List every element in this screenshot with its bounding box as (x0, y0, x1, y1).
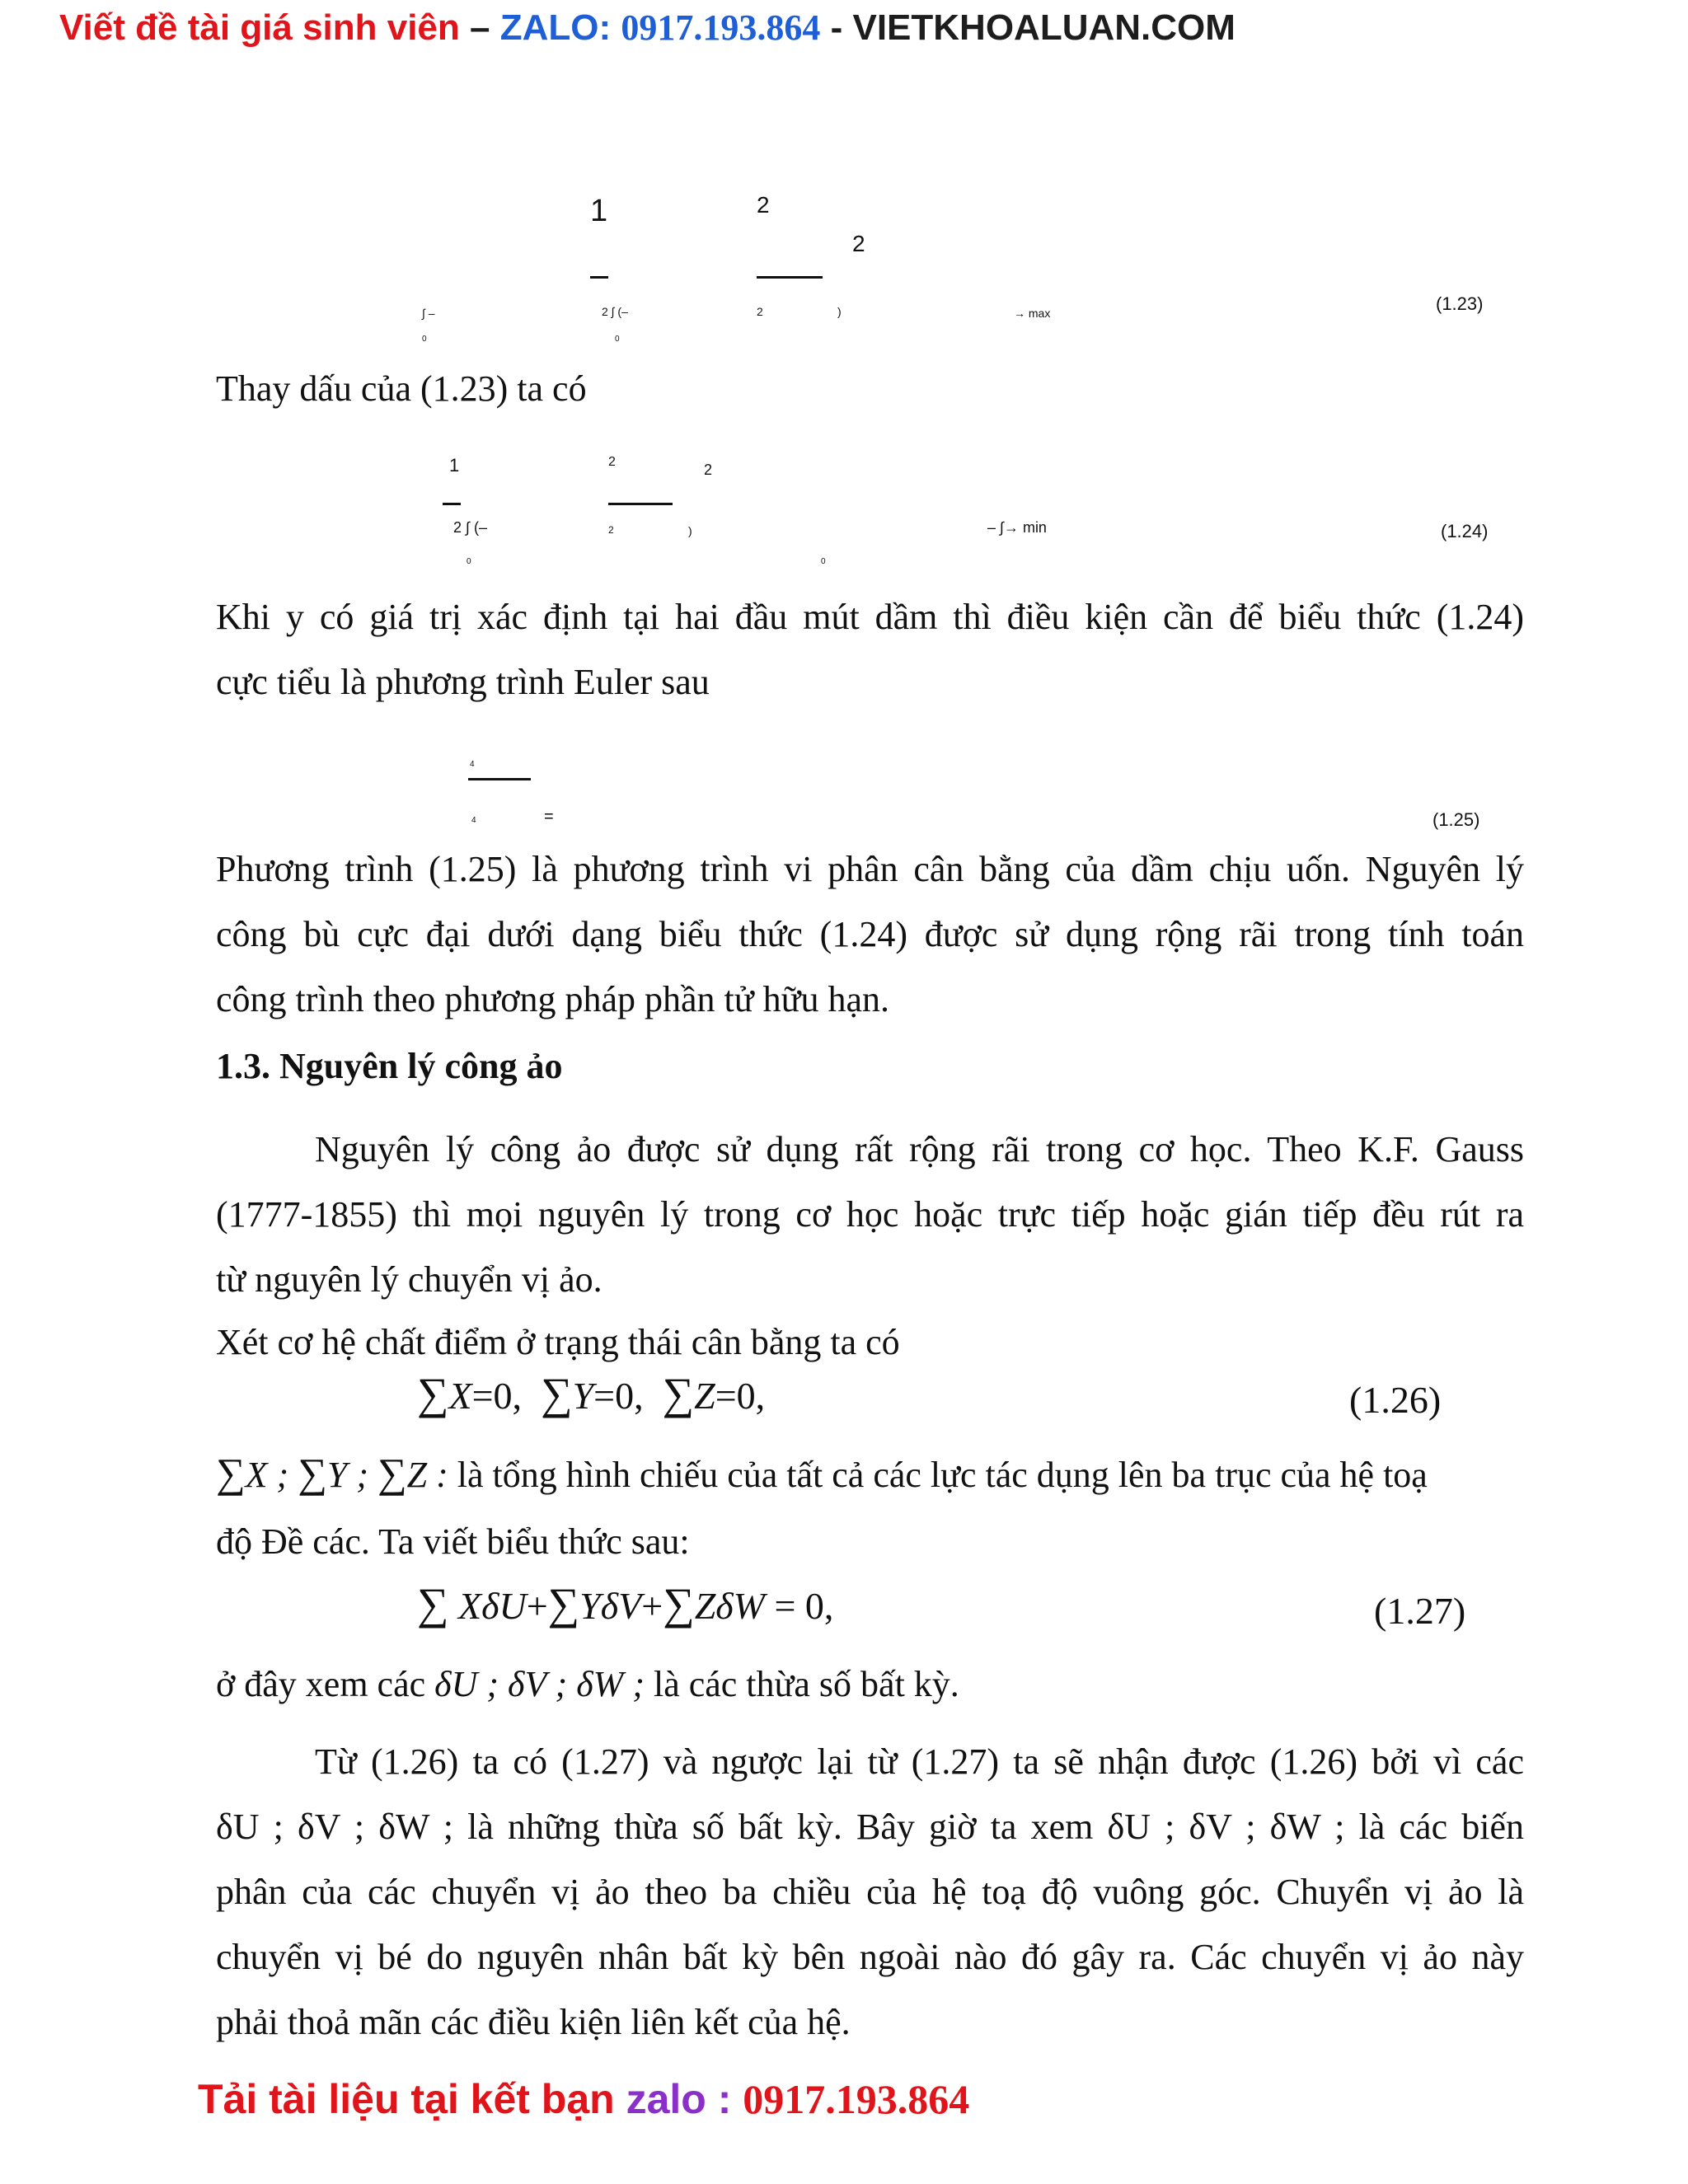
eq127-term: YδV (579, 1585, 642, 1627)
paragraph-line: Từ (1.26) ta có (1.27) và ngược lại từ (1.27) ta sẽ nhận được (1.26) bởi vì các (315, 1741, 1524, 1782)
eq123-fragment: ∫ – (422, 307, 435, 320)
header-site: VIETKHOALUAN.COM (852, 7, 1236, 48)
eq126-equals: =0, (593, 1375, 644, 1417)
eq123-fragment: ) (837, 305, 842, 318)
eq124-fragment: ) (688, 524, 692, 537)
eq124-fragment: – ∫→ min (987, 519, 1047, 536)
eq123-subscript: 0 (615, 335, 620, 344)
eq124-exponent: 2 (704, 462, 713, 478)
sum-term: X ; (245, 1455, 298, 1495)
eq124-frac1-bar (443, 503, 461, 505)
eq123-frac1-bar (590, 276, 608, 279)
header-separator: – (459, 7, 500, 48)
eq124-subscript: 0 (821, 557, 826, 566)
eq125-equals: = (544, 808, 554, 826)
paragraph-line: (1777-1855) thì mọi nguyên lý trong cơ học hoặc trực tiếp hoặc gián tiếp đều rút ra (216, 1194, 1524, 1235)
sigma-symbol: ∑ (417, 1579, 449, 1629)
header-separator-2: - (820, 7, 853, 48)
sigma-symbol: ∑ (417, 1369, 449, 1418)
eq126-equals: =0, (471, 1375, 523, 1417)
paragraph-text: là tổng hình chiếu của tất cả các lực tác dụng lên ba trục của hệ toạ (457, 1455, 1428, 1495)
eq123-fragment: 2 (757, 305, 763, 318)
eq127-number: (1.27) (1374, 1590, 1466, 1632)
eq125-frac-num: 4 (470, 760, 475, 769)
sigma-symbol: ∑ (663, 1579, 695, 1629)
eq123-subscript: 0 (422, 335, 427, 344)
paragraph-line: δU ; δV ; δW ; là những thừa số bất kỳ. Bây giờ ta xem δU ; δV ; δW ; là các biến (216, 1807, 1524, 1847)
header-zalo-number: 0917.193.864 (621, 7, 821, 48)
eq124-number: (1.24) (1441, 521, 1489, 541)
equation-1-26 (417, 1368, 765, 1419)
eq125-number: (1.25) (1432, 809, 1480, 830)
paragraph-line: công bù cực đại dưới dạng biểu thức (1.24) được sử dụng rộng rãi trong tính toán (216, 914, 1524, 954)
eq124-frac1-num: 1 (449, 455, 460, 476)
sum-term: Z : (406, 1455, 457, 1495)
eq125-frac-den: 4 (471, 816, 476, 825)
eq126-term: X (448, 1375, 472, 1417)
eq123-frac1-num: 1 (590, 194, 608, 228)
paragraph-line: phân của các chuyển vị ảo theo ba chiều của hệ toạ độ vuông góc. Chuyển vị ảo là (216, 1872, 1524, 1912)
eq126-term: Z (694, 1375, 715, 1417)
eq123-frac2-bar (757, 276, 823, 279)
paragraph-line: Khi y có giá trị xác định tại hai đầu mút dầm thì điều kiện cần để biểu thức (1.24) (216, 597, 1524, 637)
eq123-fragment: 2 ∫ (– (602, 305, 628, 318)
paragraph-line (216, 1652, 959, 1717)
paragraph-line: chuyển vị bé do nguyên nhân bất kỳ bên ngoài nào đó gây ra. Các chuyển vị ảo này (216, 1937, 1524, 1977)
paragraph-line: độ Đề các. Ta viết biểu thức sau: (216, 1521, 690, 1562)
eq126-number: (1.26) (1349, 1379, 1442, 1421)
paragraph-line: phải thoả mãn các điều kiện liên kết của hệ. (216, 2002, 851, 2042)
eq123-number: (1.23) (1436, 293, 1484, 314)
footer-banner (198, 2075, 969, 2123)
footer-text: Tải tài liệu tại kết bạn (198, 2076, 626, 2122)
eq124-frac2-num: 2 (608, 455, 616, 469)
sigma-symbol: ∑ (662, 1369, 695, 1418)
eq126-term: Y (572, 1375, 594, 1417)
eq127-equals: = 0, (764, 1585, 834, 1627)
paragraph-line: Nguyên lý công ảo được sử dụng rất rộng rãi trong cơ học. Theo K.F. Gauss (315, 1129, 1524, 1169)
sum-term: Y ; (326, 1455, 377, 1495)
header-zalo-label: ZALO: (499, 7, 621, 48)
paragraph-line: cực tiểu là phương trình Euler sau (216, 662, 710, 702)
eq124-fragment: 2 (608, 524, 614, 536)
sigma-symbol: ∑ (298, 1450, 327, 1496)
variable-list: δU ; δV ; δW ; (434, 1664, 654, 1704)
eq124-frac2-bar (608, 503, 673, 505)
sigma-symbol: ∑ (541, 1369, 573, 1418)
paragraph-line: công trình theo phương pháp phần tử hữu hạn. (216, 979, 890, 1019)
eq124-subscript: 0 (467, 557, 471, 566)
eq124-fragment: 2 ∫ (– (453, 519, 487, 536)
sigma-symbol: ∑ (377, 1450, 407, 1496)
paragraph-line: Phương trình (1.25) là phương trình vi phân cân bằng của dầm chịu uốn. Nguyên lý (216, 849, 1524, 889)
equation-1-27: ∑ XδU+∑YδV+∑ZδW = 0, (417, 1579, 834, 1629)
eq123-fragment: → max (1014, 307, 1051, 320)
eq127-term: XδU (458, 1585, 527, 1627)
paragraph-text: ở đây xem các (216, 1664, 435, 1704)
eq127-term: ZδW (694, 1585, 765, 1627)
sigma-symbol: ∑ (216, 1450, 246, 1496)
eq125-frac-bar (468, 778, 531, 780)
section-heading: 1.3. Nguyên lý công ảo (216, 1046, 563, 1086)
eq123-frac2-num: 2 (757, 192, 770, 218)
eq123-exponent: 2 (852, 231, 865, 256)
footer-zalo-label: zalo : (626, 2076, 743, 2122)
sigma-symbol: ∑ (547, 1579, 580, 1629)
header-banner (59, 7, 1236, 49)
paragraph-line: từ nguyên lý chuyển vị ảo. (216, 1259, 603, 1300)
eq126-equals: =0, (715, 1375, 766, 1417)
header-text: Viết đề tài giá sinh viên (59, 7, 460, 48)
paragraph-text: là các thừa số bất kỳ. (653, 1664, 959, 1704)
footer-zalo-number: 0917.193.864 (743, 2076, 970, 2122)
text-line: Xét cơ hệ chất điểm ở trạng thái cân bằng ta có (216, 1322, 900, 1362)
paragraph-line (216, 1441, 1428, 1507)
text-line: Thay dấu của (1.23) ta có (216, 368, 587, 409)
